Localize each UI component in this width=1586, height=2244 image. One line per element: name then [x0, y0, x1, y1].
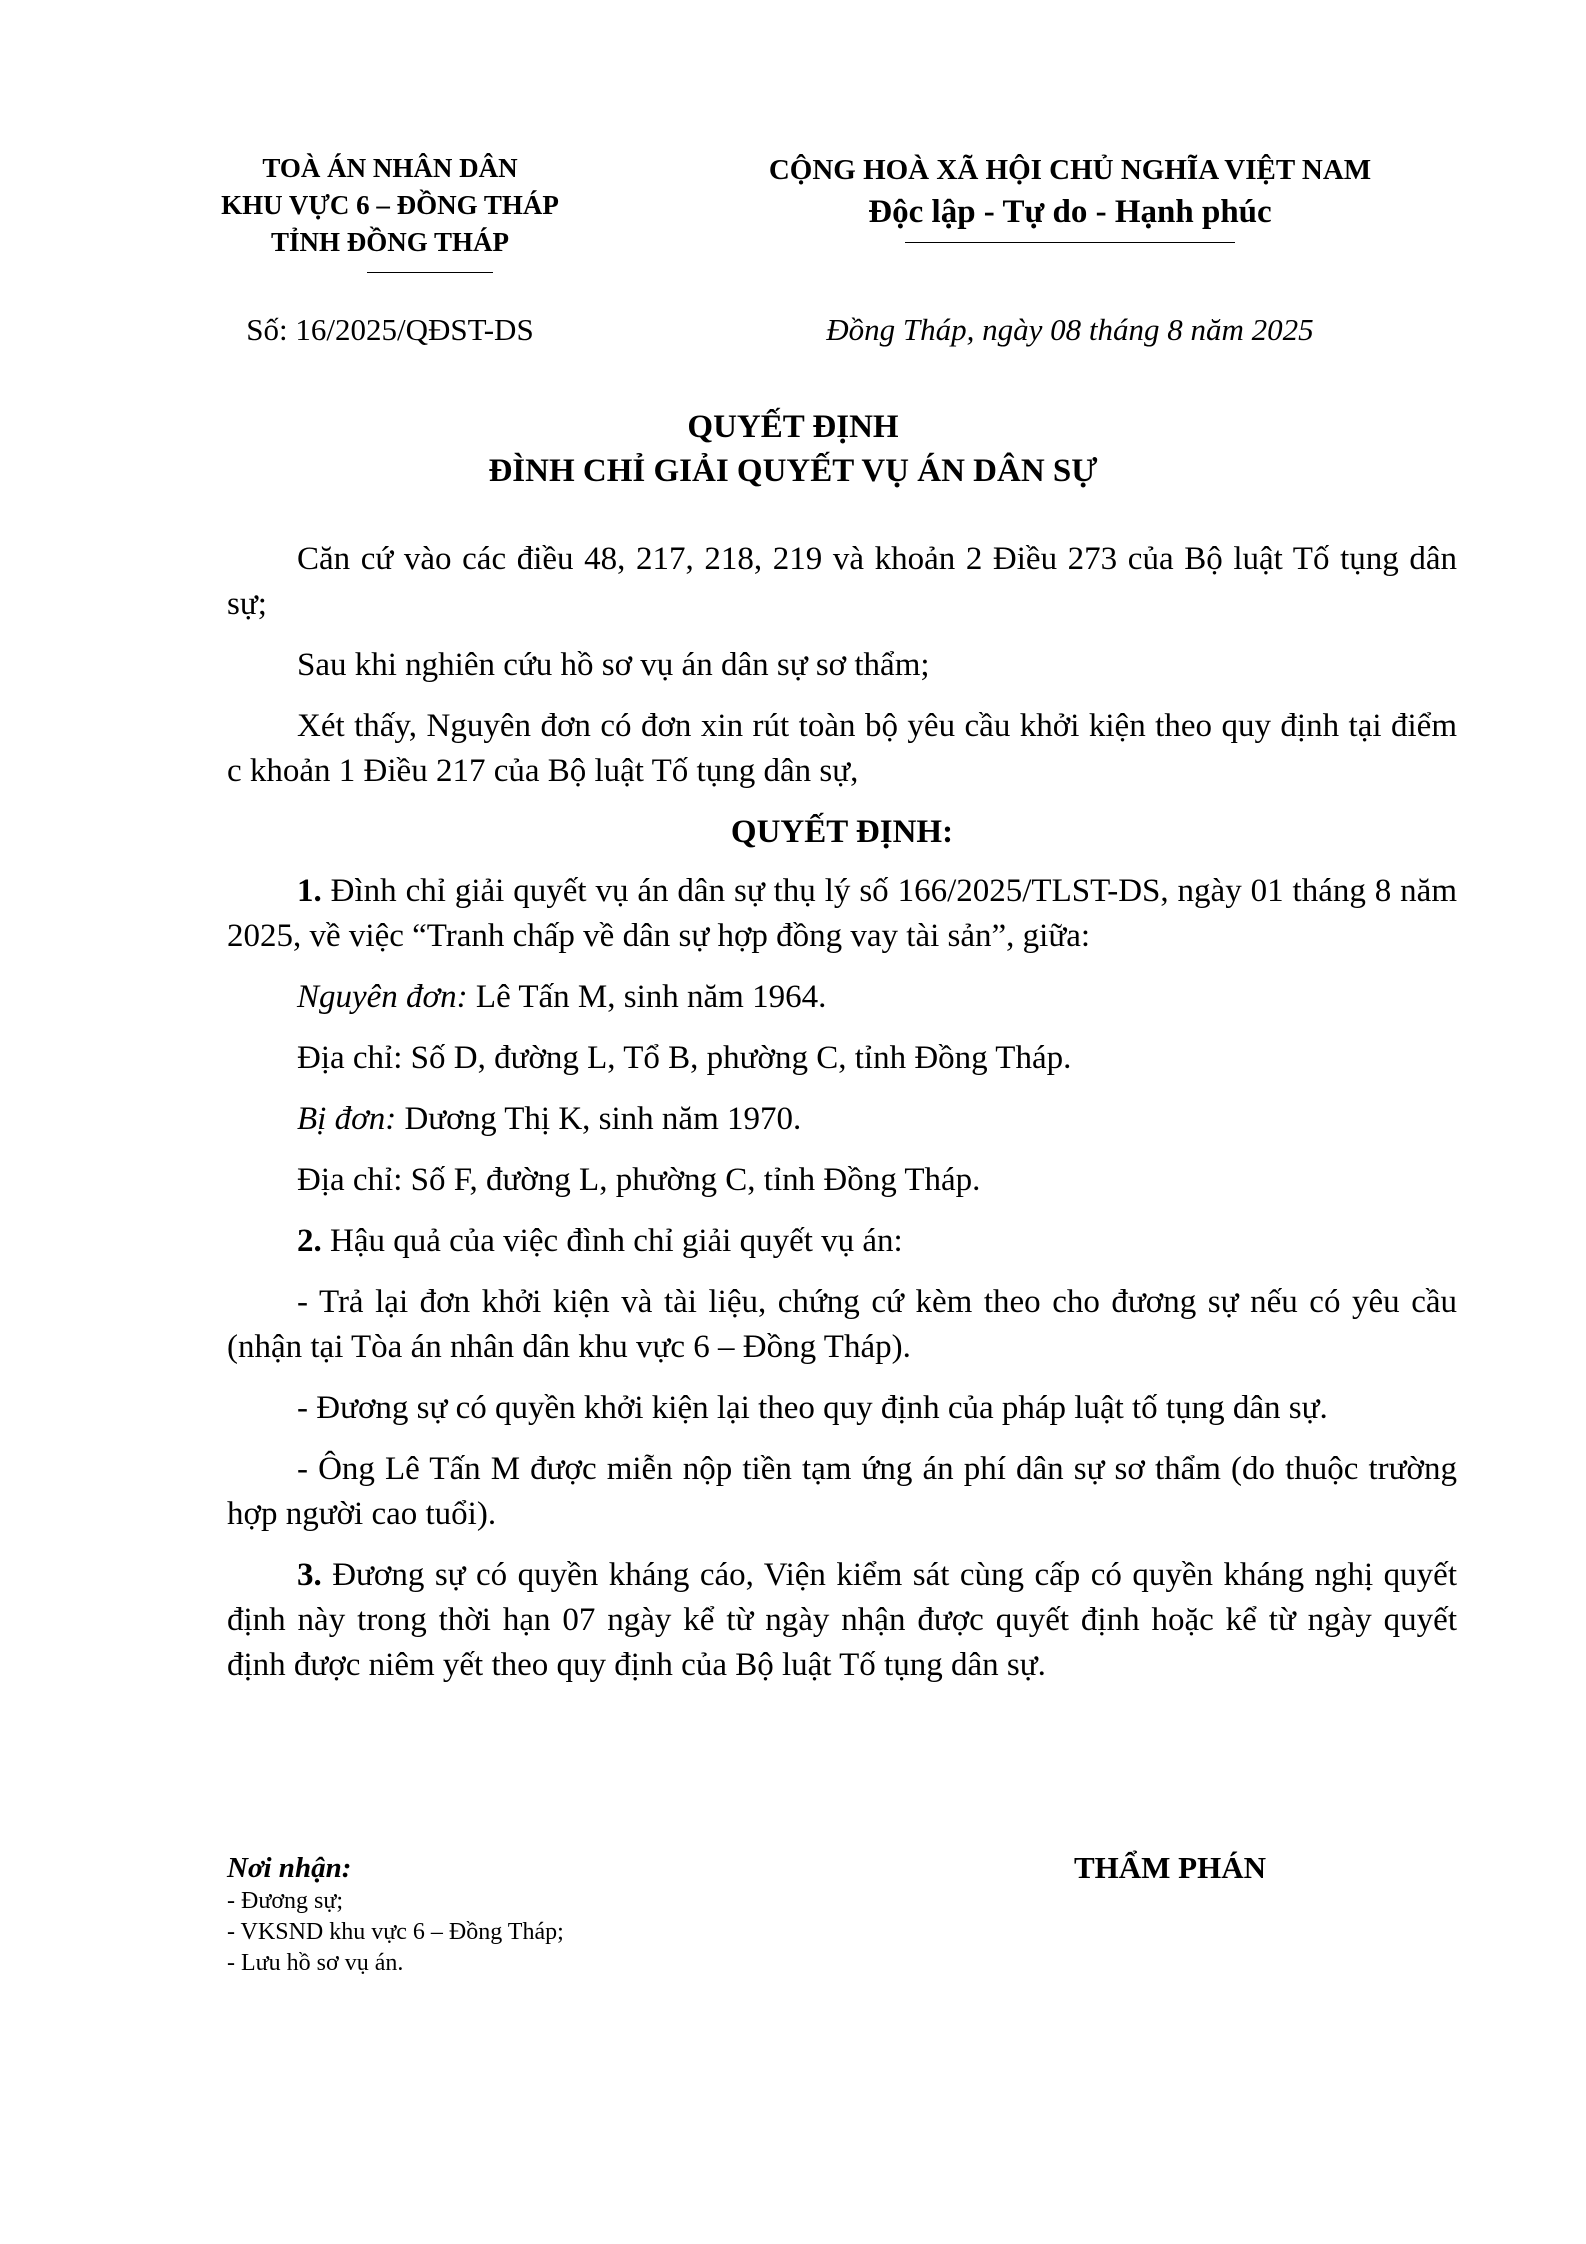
recipients-block [227, 1850, 827, 1979]
court-name-line1: TOÀ ÁN NHÂN DÂN [262, 153, 518, 183]
court-header [180, 150, 600, 261]
item-2-text: Hậu quả của việc đình chỉ giải quyết vụ án: [321, 1223, 903, 1259]
basis-paragraph-1: Căn cứ vào các điều 48, 217, 218, 219 và khoản 2 Điều 273 của Bộ luật Tố tụng dân sự; [227, 541, 1457, 622]
document-number: Số: 16/2025/QĐST-DS [246, 312, 534, 347]
item-1-number: 1. [297, 873, 322, 909]
item-1-text: Đình chỉ giải quyết vụ án dân sự thụ lý số 166/2025/TLST-DS, ngày 01 tháng 8 năm 2025, về việc “Tranh chấp về dân sự hợp đồng vay tài sản”, giữa: [227, 873, 1457, 954]
item-3-text: Đương sự có quyền kháng cáo, Viện kiểm sát cùng cấp có quyền kháng nghị quyết định này trong thời hạn 07 ngày kể từ ngày nhận được quyết định hoặc kể từ ngày quyết định được niêm yết theo quy định của Bộ luật Tố tụng dân sự. [227, 1557, 1457, 1683]
document-body [227, 537, 1457, 1704]
national-name: CỘNG HOÀ XÃ HỘI CHỦ NGHĨA VIỆT NAM [768, 154, 1372, 186]
item-1 [227, 869, 1457, 959]
item-2-c: - Ông Lê Tấn M được miễn nộp tiền tạm ứng án phí dân sự sơ thẩm (do thuộc trường hợp người cao tuổi). [227, 1451, 1457, 1532]
item-2-a: - Trả lại đơn khởi kiện và tài liệu, chứng cứ kèm theo cho đương sự nếu có yêu cầu (nhận tại Tòa án nhân dân khu vực 6 – Đồng Tháp). [227, 1284, 1457, 1365]
document-title [180, 405, 1406, 493]
court-name-line2: KHU VỰC 6 – ĐỒNG THÁP [221, 190, 559, 220]
recipient-item: - VKSND khu vực 6 – Đồng Tháp; [227, 1919, 564, 1945]
item-2-number: 2. [297, 1223, 322, 1259]
basis-paragraph-3: Xét thấy, Nguyên đơn có đơn xin rút toàn bộ yêu cầu khởi kiện theo quy định tại điểm c khoản 1 Điều 217 của Bộ luật Tố tụng dân sự, [227, 708, 1457, 789]
signature-title: THẨM PHÁN [1073, 1850, 1266, 1885]
court-name-line3: TỈNH ĐỒNG THÁP [270, 227, 510, 257]
defendant-address: Địa chỉ: Số F, đường L, phường C, tỉnh Đồng Tháp. [297, 1162, 981, 1198]
item-3 [227, 1553, 1457, 1688]
national-header [700, 150, 1440, 234]
court-header-underline [367, 272, 493, 273]
decision-heading: QUYẾT ĐỊNH: [730, 814, 954, 850]
item-2 [227, 1219, 1457, 1264]
defendant-label: Bị đơn: [297, 1101, 397, 1137]
title-line2: ĐÌNH CHỈ GIẢI QUYẾT VỤ ÁN DÂN SỰ [488, 453, 1098, 489]
item-3-number: 3. [297, 1557, 322, 1593]
recipient-item: - Lưu hồ sơ vụ án. [227, 1950, 404, 1976]
plaintiff-value: Lê Tấn M, sinh năm 1964. [467, 979, 827, 1015]
plaintiff-address: Địa chỉ: Số D, đường L, Tổ B, phường C, tỉnh Đồng Tháp. [297, 1040, 1072, 1076]
title-line1: QUYẾT ĐỊNH [687, 409, 899, 445]
plaintiff-label: Nguyên đơn: [297, 979, 468, 1015]
item-2-b: - Đương sự có quyền khởi kiện lại theo quy định của pháp luật tố tụng dân sự. [297, 1390, 1328, 1426]
defendant-value: Dương Thị K, sinh năm 1970. [396, 1101, 802, 1137]
basis-paragraph-2: Sau khi nghiên cứu hồ sơ vụ án dân sự sơ thẩm; [297, 647, 930, 683]
recipient-item: - Đương sự; [227, 1888, 344, 1914]
recipients-heading: Nơi nhận: [227, 1852, 352, 1884]
defendant [227, 1097, 1457, 1142]
motto-underline [905, 242, 1235, 243]
national-motto: Độc lập - Tự do - Hạnh phúc [868, 194, 1272, 230]
place-date: Đồng Tháp, ngày 08 tháng 8 năm 2025 [826, 312, 1314, 347]
plaintiff [227, 975, 1457, 1020]
